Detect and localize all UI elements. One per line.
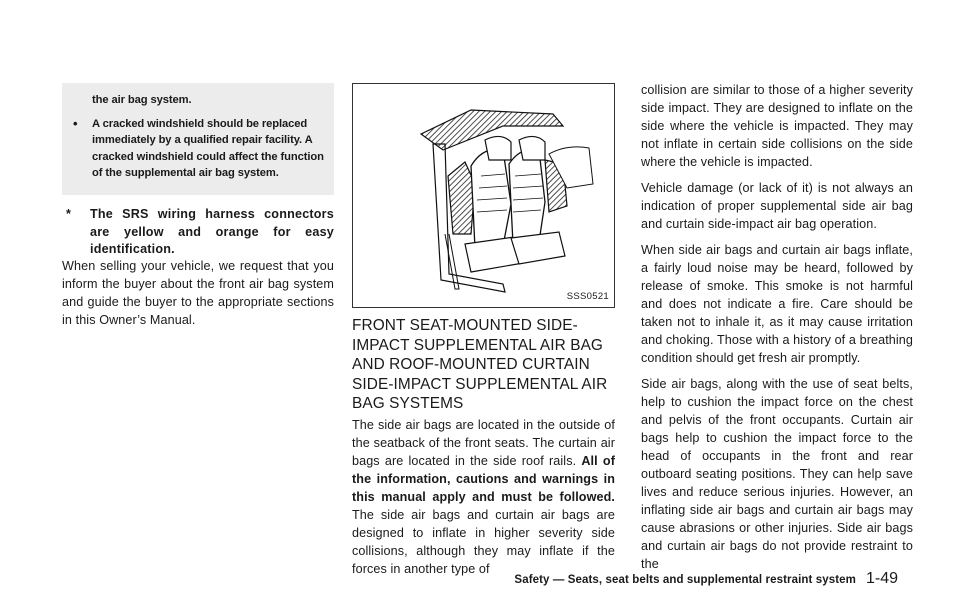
- paragraph-text: The side air bags are located in the outside of the seatback of the front seats. The curtain air bags are located in the side roof rails.: [352, 418, 615, 468]
- paragraph-bold-text: All of the information, cautions and warnings in this manual apply and must be followed.: [352, 454, 615, 504]
- figure-code: SSS0521: [566, 291, 609, 302]
- seat-airbag-illustration: [352, 83, 615, 308]
- note-text: The SRS wiring harness connectors are yellow and orange for easy identification.: [90, 207, 334, 256]
- caution-continuation: the air bag system.: [92, 94, 192, 106]
- note: [62, 206, 334, 259]
- body-paragraph: collision are similar to those of a higher severity side impact. They are designed to inflate on the side where the vehicle is impacted. They may not inflate in certain side collisions on the side where the vehicle is impacted.: [641, 83, 913, 169]
- seat-illustration-svg: [353, 84, 616, 309]
- page-number: 1-49: [865, 570, 898, 587]
- caution-item: [70, 116, 324, 182]
- body-paragraph: [352, 416, 615, 578]
- caution-box: [62, 83, 334, 195]
- paragraph-stack: [641, 81, 913, 581]
- caution-item-text: A cracked windshield should be replaced immediately by a qualified repair facility. A cracked windshield could affect the function of the supplemental air bag system.: [92, 117, 324, 179]
- body-paragraph: When selling your vehicle, we request that you inform the buyer about the front air bag system and guide the buyer to the appropriate sections in this Owner’s Manual.: [62, 259, 334, 327]
- page-footer: [514, 570, 898, 588]
- section-heading: FRONT SEAT-MOUNTED SIDE-IMPACT SUPPLEMENTAL AIR BAG AND ROOF-MOUNTED CURTAIN SIDE-IMPACT SUPPLEMENTAL AIR BAG SYSTEMS: [352, 317, 608, 412]
- body-paragraph: Vehicle damage (or lack of it) is not always an indication of proper supplemental side air bag and curtain side-impact air bag operation.: [641, 181, 913, 231]
- footer-section-title: Safety — Seats, seat belts and supplemental restraint system: [514, 574, 856, 586]
- asterisk-icon: *: [66, 207, 71, 221]
- body-paragraph: When side air bags and curtain air bags inflate, a fairly loud noise may be heard, followed by release of smoke. This smoke is not harmful and does not indicate a fire. Care should be taken not to inhale it, as it may cause irritation and choking. Those with a history of a breathing condition should get fresh air promptly.: [641, 243, 913, 365]
- bullet-icon: •: [73, 115, 78, 131]
- body-paragraph: Side air bags, along with the use of seat belts, help to cushion the impact force on the chest and pelvis of the front occupants. Curtain air bags help to cushion the impact force to the head of occupants in the front and rear outboard seating positions. They can help save lives and reduce serious injuries. However, an inflating side air bags and curtain air bags may cause abrasions or other injuries. Side air bags and curtain air bags do not provide restraint to the: [641, 377, 913, 571]
- paragraph-text: The side air bags and curtain air bags are designed to inflate in higher severity side collisions, although they may inflate if the forces in another type of: [352, 508, 615, 576]
